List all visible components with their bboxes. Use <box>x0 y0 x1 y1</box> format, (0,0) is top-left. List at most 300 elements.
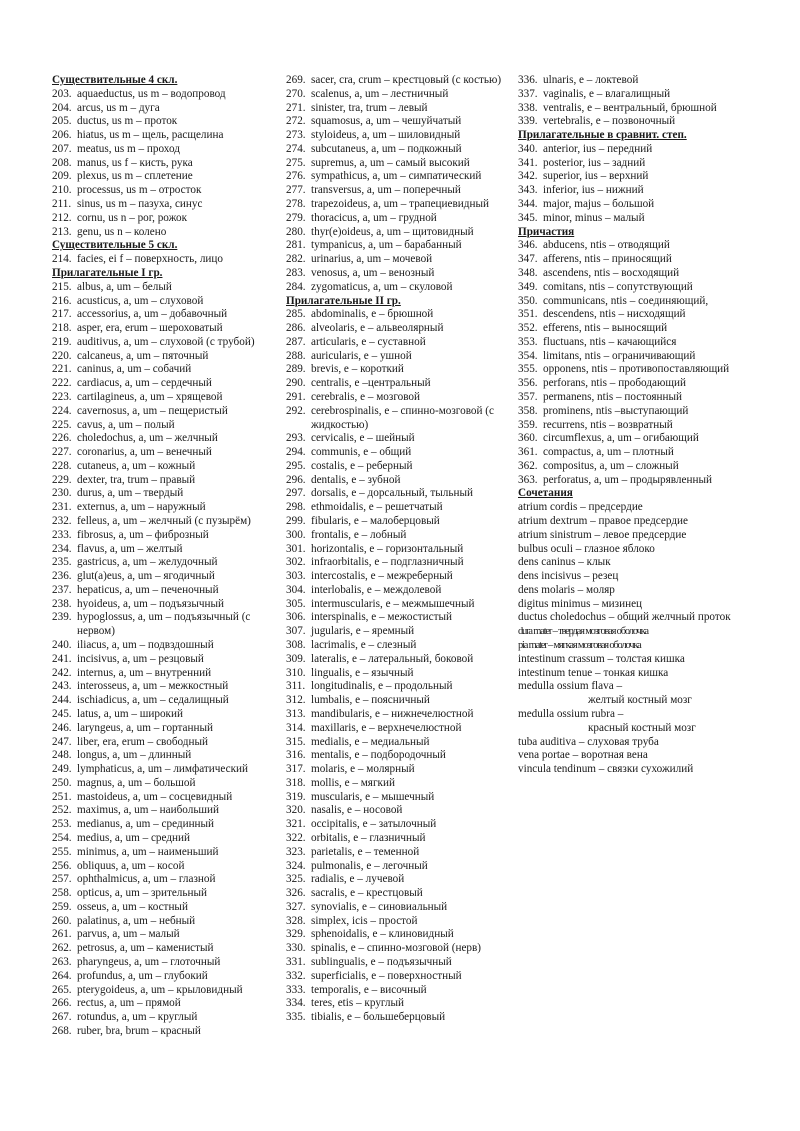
item-text: squamosus, a, um – чешуйчатый <box>311 115 462 128</box>
item-text: petrosus, a, um – каменистый <box>77 942 214 955</box>
list-item <box>52 102 274 116</box>
item-number: 321. <box>286 818 306 831</box>
item-number: 356. <box>518 377 538 390</box>
list-item <box>518 391 750 405</box>
item-number: 313. <box>286 707 306 720</box>
item-number: 272. <box>286 115 306 128</box>
list-item <box>52 487 274 501</box>
item-text: superficialis, e – поверхностный <box>311 969 462 982</box>
list-item <box>52 860 274 874</box>
list-item <box>52 956 274 970</box>
item-number: 312. <box>286 694 306 707</box>
item-number: 309. <box>286 652 306 665</box>
item-number: 319. <box>286 790 306 803</box>
item-number: 255. <box>52 845 72 858</box>
list-item <box>286 184 512 198</box>
item-number: 280. <box>286 225 306 238</box>
list-item <box>286 129 512 143</box>
list-item <box>52 184 274 198</box>
item-text: latus, a, um – широкий <box>77 707 183 720</box>
item-text: occipitalis, e – затылочный <box>311 818 437 831</box>
item-text: spinalis, e – спинно-мозговой (нерв) <box>311 942 482 955</box>
item-text: lymphaticus, a, um – лимфатический <box>77 763 249 776</box>
item-number: 246. <box>52 721 72 734</box>
list-item <box>52 336 274 350</box>
list-item <box>518 198 750 212</box>
item-text: mollis, e – мягкий <box>311 776 395 789</box>
list-item <box>52 791 274 805</box>
item-number: 345. <box>518 211 538 224</box>
list-item <box>286 736 512 750</box>
list-item <box>52 598 274 612</box>
list-item <box>518 157 750 171</box>
item-text: acusticus, a, um – слуховой <box>77 294 204 307</box>
item-number: 332. <box>286 969 306 982</box>
item-text: afferens, ntis – приносящий <box>543 253 672 266</box>
item-number: 228. <box>52 459 72 472</box>
list-item <box>52 680 274 694</box>
item-number: 355. <box>518 363 538 376</box>
item-text: transversus, a, um – поперечный <box>311 184 461 197</box>
list-item <box>52 639 274 653</box>
item-number: 293. <box>286 432 306 445</box>
item-text: thyr(e)oideus, a, um – щитовидный <box>311 225 474 238</box>
item-number: 248. <box>52 749 72 762</box>
item-text: urinarius, a, um – мочевой <box>311 253 433 266</box>
list-item <box>286 501 512 515</box>
document-page <box>52 74 752 1064</box>
phrase-item: intestinum tenue – тонкая кишка <box>518 666 669 679</box>
item-number: 358. <box>518 404 538 417</box>
item-number: 257. <box>52 873 72 886</box>
item-number: 278. <box>286 198 306 211</box>
list-item <box>518 102 750 116</box>
item-number: 323. <box>286 845 306 858</box>
list-item <box>52 736 274 750</box>
item-number: 262. <box>52 942 72 955</box>
item-text: interspinalis, e – межостистый <box>311 611 453 624</box>
item-text: cartilagineus, a, um – хрящевой <box>77 390 223 403</box>
item-text: internus, a, um – внутренний <box>77 666 212 679</box>
item-number: 339. <box>518 115 538 128</box>
item-number: 361. <box>518 446 538 459</box>
item-text: maximus, a, um – наибольший <box>77 804 220 817</box>
item-number: 223. <box>52 390 72 403</box>
item-number: 279. <box>286 211 306 224</box>
list-item <box>286 846 512 860</box>
item-number: 207. <box>52 142 72 155</box>
item-text: aquaeductus, us m – водопровод <box>77 87 226 100</box>
item-number: 290. <box>286 377 306 390</box>
list-item <box>286 942 512 956</box>
list-item <box>52 832 274 846</box>
item-number: 333. <box>286 983 306 996</box>
item-text: comitans, ntis – сопутствующий <box>543 280 693 293</box>
item-number: 317. <box>286 763 306 776</box>
list-item <box>52 887 274 901</box>
item-text: permanens, ntis – постоянный <box>543 390 682 403</box>
list-item <box>52 846 274 860</box>
item-number: 303. <box>286 570 306 583</box>
item-text: temporalis, e – височный <box>311 983 427 996</box>
list-item <box>518 170 750 184</box>
list-item <box>52 308 274 322</box>
list-item <box>518 239 750 253</box>
item-text: incisivus, a, um – резцовый <box>77 652 204 665</box>
item-number: 363. <box>518 473 538 486</box>
list-item <box>286 804 512 818</box>
item-number: 205. <box>52 115 72 128</box>
item-text: infraorbitalis, e – подглазничный <box>311 556 464 569</box>
list-item <box>518 212 750 226</box>
phrase-item: dura mater – твердая мозговая оболочка <box>518 626 648 638</box>
list-item <box>518 88 750 102</box>
item-number: 209. <box>52 170 72 183</box>
phrase-item: bulbus oculi – глазное яблоко <box>518 542 655 555</box>
item-text: sympathicus, a, um – симпатический <box>311 170 482 183</box>
item-text: auditivus, a, um – слуховой (с трубой) <box>77 335 255 348</box>
item-text: vertebralis, e – позвоночный <box>543 115 676 128</box>
item-number: 265. <box>52 983 72 996</box>
item-text: fibrosus, a, um – фиброзный <box>77 528 209 541</box>
list-item <box>52 653 274 667</box>
list-item <box>52 997 274 1011</box>
item-number: 316. <box>286 749 306 762</box>
list-item <box>286 598 512 612</box>
item-number: 320. <box>286 804 306 817</box>
item-text: mentalis, e – подбородочный <box>311 749 446 762</box>
section-heading: Существительные 4 скл. <box>52 74 178 86</box>
item-number: 264. <box>52 969 72 982</box>
item-text: inferior, ius – нижний <box>543 184 644 197</box>
item-number: 304. <box>286 583 306 596</box>
item-number: 245. <box>52 707 72 720</box>
item-text: hepaticus, a, um – печеночный <box>77 583 219 596</box>
item-text: fibularis, e – малоберцовый <box>311 515 440 527</box>
item-number: 208. <box>52 156 72 169</box>
item-number: 344. <box>518 198 538 211</box>
item-text: lacrimalis, e – слезный <box>311 639 417 652</box>
item-number: 232. <box>52 515 72 527</box>
item-text: synovialis, e – синовиальный <box>311 900 448 913</box>
item-number: 269. <box>286 74 306 86</box>
item-number: 273. <box>286 129 306 142</box>
phrase-item: vincula tendinum – связки сухожилий <box>518 763 694 776</box>
item-text: magnus, a, um – большой <box>77 776 196 789</box>
list-item <box>286 708 512 722</box>
item-text: vaginalis, e – влагалищный <box>543 87 671 100</box>
list-item <box>52 928 274 942</box>
item-number: 235. <box>52 556 72 569</box>
item-text: longus, a, um – длинный <box>77 749 192 762</box>
phrase-item: atrium cordis – предсердие <box>518 501 643 514</box>
item-number: 212. <box>52 211 72 224</box>
list-item <box>52 363 274 377</box>
column-3 <box>518 74 750 777</box>
item-number: 289. <box>286 363 306 376</box>
list-item <box>52 295 274 309</box>
item-text: descendens, ntis – нисходящий <box>543 308 686 321</box>
list-item <box>286 446 512 460</box>
list-item <box>286 267 512 281</box>
item-number: 337. <box>518 87 538 100</box>
item-number: 338. <box>518 101 538 114</box>
list-item <box>52 212 274 226</box>
list-item <box>286 763 512 777</box>
list-item <box>52 901 274 915</box>
item-number: 281. <box>286 239 306 252</box>
item-text: arcus, us m – дуга <box>77 101 160 114</box>
item-text: profundus, a, um – глубокий <box>77 969 208 982</box>
item-text: perforans, ntis – прободающий <box>543 377 686 390</box>
item-text: plexus, us m – сплетение <box>77 170 193 183</box>
item-text: major, majus – большой <box>543 198 655 211</box>
list-item <box>286 322 512 336</box>
list-item <box>286 832 512 846</box>
item-text: meatus, us m – проход <box>77 142 180 155</box>
item-text: interlobalis, e – междолевой <box>311 583 442 596</box>
item-number: 352. <box>518 322 538 335</box>
item-number: 336. <box>518 74 538 86</box>
item-text: ductus, us m – проток <box>77 115 178 128</box>
list-item <box>286 818 512 832</box>
item-text: gastricus, a, um – желудочный <box>77 556 218 569</box>
item-number: 334. <box>286 997 306 1010</box>
item-number: 348. <box>518 266 538 279</box>
phrase-item: dens caninus – клык <box>518 556 611 569</box>
list-item <box>52 432 274 446</box>
item-number: 236. <box>52 570 72 583</box>
item-text: asper, era, erum – шероховатый <box>77 322 223 335</box>
item-text: anterior, ius – передний <box>543 142 653 155</box>
item-number: 329. <box>286 928 306 941</box>
item-text: facies, ei f – поверхность, лицо <box>77 253 223 266</box>
item-number: 274. <box>286 142 306 155</box>
item-text: efferens, ntis – выносящий <box>543 322 668 335</box>
item-number: 247. <box>52 735 72 748</box>
list-item <box>52 322 274 336</box>
list-item <box>518 308 750 322</box>
item-text: interosseus, a, um – межкостный <box>77 680 229 693</box>
item-number: 291. <box>286 390 306 403</box>
list-item <box>286 625 512 639</box>
item-number: 252. <box>52 804 72 817</box>
phrase-item: medulla ossium rubra – <box>518 707 624 720</box>
item-text: horizontalis, e – горизонтальный <box>311 542 464 555</box>
item-text: obliquus, a, um – косой <box>77 859 185 872</box>
item-number: 244. <box>52 694 72 707</box>
item-text: tibialis, e – большеберцовый <box>311 1011 446 1024</box>
list-item <box>52 350 274 364</box>
item-number: 222. <box>52 377 72 390</box>
list-item <box>518 446 750 460</box>
item-number: 294. <box>286 446 306 459</box>
list-item <box>286 556 512 570</box>
item-number: 215. <box>52 280 72 293</box>
list-item <box>52 515 274 529</box>
list-item <box>286 170 512 184</box>
list-item <box>52 474 274 488</box>
list-item <box>52 253 274 267</box>
list-item <box>286 791 512 805</box>
list-item <box>286 487 512 501</box>
item-text: processus, us m – отросток <box>77 184 202 197</box>
list-item <box>518 281 750 295</box>
item-text: frontalis, e – лобный <box>311 528 407 541</box>
item-number: 229. <box>52 473 72 486</box>
item-text: sinus, us m – пазуха, синус <box>77 198 203 211</box>
list-item <box>518 405 750 419</box>
list-item <box>286 432 512 446</box>
list-item <box>518 419 750 433</box>
list-item <box>52 777 274 791</box>
list-item <box>52 942 274 956</box>
list-item <box>286 391 512 405</box>
item-number: 266. <box>52 997 72 1010</box>
item-text: lumbalis, e – поясничный <box>311 694 430 707</box>
item-text: liber, era, erum – свободный <box>77 735 208 748</box>
item-text: ischiadicus, a, um – седалищный <box>77 694 229 707</box>
list-item <box>52 722 274 736</box>
item-number: 214. <box>52 253 72 266</box>
item-text: manus, us f – кисть, рука <box>77 156 193 169</box>
item-text: mandibularis, e – нижнечелюстной <box>311 707 474 720</box>
phrase-item: желтый костный мозг <box>588 694 692 707</box>
item-number: 315. <box>286 735 306 748</box>
item-number: 204. <box>52 101 72 114</box>
list-item <box>286 873 512 887</box>
phrase-list <box>518 501 750 777</box>
item-text: caninus, a, um – собачий <box>77 363 192 376</box>
item-text: cavernosus, a, um – пещеристый <box>77 404 228 417</box>
list-item <box>286 460 512 474</box>
list-item <box>286 584 512 598</box>
item-number: 297. <box>286 487 306 500</box>
item-number: 341. <box>518 156 538 169</box>
item-text: centralis, e –центральный <box>311 377 431 390</box>
item-text: hypoglossus, a, um – подъязычный (с нервом) <box>77 611 251 638</box>
list-item <box>518 253 750 267</box>
item-number: 221. <box>52 363 72 376</box>
item-text: pulmonalis, e – легочный <box>311 859 428 872</box>
list-item <box>286 198 512 212</box>
item-text: abdominalis, e – брюшной <box>311 308 434 321</box>
list-item <box>52 708 274 722</box>
list-item <box>52 694 274 708</box>
list-item <box>286 253 512 267</box>
list-item <box>286 984 512 998</box>
list-item <box>52 749 274 763</box>
section-heading: Прилагательные в сравнит. степ. <box>518 129 687 142</box>
phrase-item: pia mater – мягкая мозговая оболочка <box>518 640 641 652</box>
item-number: 238. <box>52 597 72 610</box>
item-text: lateralis, e – латеральный, боковой <box>311 652 474 665</box>
item-text: ruber, bra, brum – красный <box>77 1024 201 1037</box>
item-number: 318. <box>286 776 306 789</box>
item-text: venosus, a, um – венозный <box>311 266 435 279</box>
list-item <box>52 226 274 240</box>
item-number: 357. <box>518 390 538 403</box>
item-text: cerebralis, e – мозговой <box>311 390 421 403</box>
item-number: 360. <box>518 432 538 445</box>
list-item <box>286 777 512 791</box>
item-number: 305. <box>286 597 306 610</box>
item-number: 354. <box>518 349 538 362</box>
list-item <box>286 901 512 915</box>
item-text: cervicalis, e – шейный <box>311 432 415 445</box>
item-number: 322. <box>286 831 306 844</box>
item-text: supremus, a, um – самый высокий <box>311 156 470 169</box>
item-text: cerebrospinalis, e – спинно-мозговой (с жидкостью) <box>311 404 494 431</box>
list-item <box>52 391 274 405</box>
item-number: 300. <box>286 528 306 541</box>
list-item <box>518 184 750 198</box>
list-item <box>52 1025 274 1039</box>
item-text: subcutaneus, a, um – подкожный <box>311 142 462 155</box>
list-item <box>52 157 274 171</box>
item-text: radialis, e – лучевой <box>311 873 405 886</box>
list-item <box>286 928 512 942</box>
item-text: sacer, cra, crum – крестцовый (с костью) <box>311 74 502 86</box>
phrase-item: intestinum crassum – толстая кишка <box>518 652 685 665</box>
list-item <box>286 88 512 102</box>
item-text: dentalis, e – зубной <box>311 473 401 486</box>
item-number: 203. <box>52 87 72 100</box>
list-item <box>518 432 750 446</box>
list-item <box>52 763 274 777</box>
item-text: posterior, ius – задний <box>543 156 646 169</box>
item-text: iliacus, a, um – подвздошный <box>77 639 214 652</box>
item-number: 251. <box>52 790 72 803</box>
item-number: 211. <box>52 198 72 211</box>
phrase-item: tuba auditiva – слуховая труба <box>518 735 659 748</box>
phrase-item: atrium dextrum – правое предсердие <box>518 515 688 527</box>
item-number: 328. <box>286 914 306 927</box>
list-item <box>286 529 512 543</box>
list-item <box>286 281 512 295</box>
item-text: sphenoidalis, e – клиновидный <box>311 928 454 941</box>
item-text: medialis, e – медиальный <box>311 735 430 748</box>
item-number: 254. <box>52 831 72 844</box>
item-text: tympanicus, a, um – барабанный <box>311 239 462 252</box>
list-item <box>286 143 512 157</box>
item-text: accessorius, a, um – добавочный <box>77 308 228 321</box>
list-item <box>286 749 512 763</box>
list-item <box>52 501 274 515</box>
section-heading: Прилагательные II гр. <box>286 294 401 307</box>
section-heading: Причастия <box>518 225 575 238</box>
item-text: parvus, a, um – малый <box>77 928 180 941</box>
list-item <box>286 363 512 377</box>
item-text: pterygoideus, a, um – крыловидный <box>77 983 243 996</box>
item-number: 310. <box>286 666 306 679</box>
list-item <box>518 363 750 377</box>
list-item <box>52 804 274 818</box>
item-text: zygomaticus, a, um – скуловой <box>311 280 453 293</box>
item-text: cavus, a, um – полый <box>77 418 175 431</box>
item-number: 308. <box>286 639 306 652</box>
list-item <box>286 102 512 116</box>
item-number: 270. <box>286 87 306 100</box>
item-text: lingualis, e – язычный <box>311 666 414 679</box>
item-number: 282. <box>286 253 306 266</box>
item-text: prominens, ntis –выступающий <box>543 404 689 417</box>
item-text: compactus, a, um – плотный <box>543 446 674 459</box>
list-item <box>286 308 512 322</box>
item-text: glut(a)eus, a, um – ягодичный <box>77 570 215 583</box>
item-number: 237. <box>52 583 72 596</box>
item-text: opticus, a, um – зрительный <box>77 887 207 900</box>
